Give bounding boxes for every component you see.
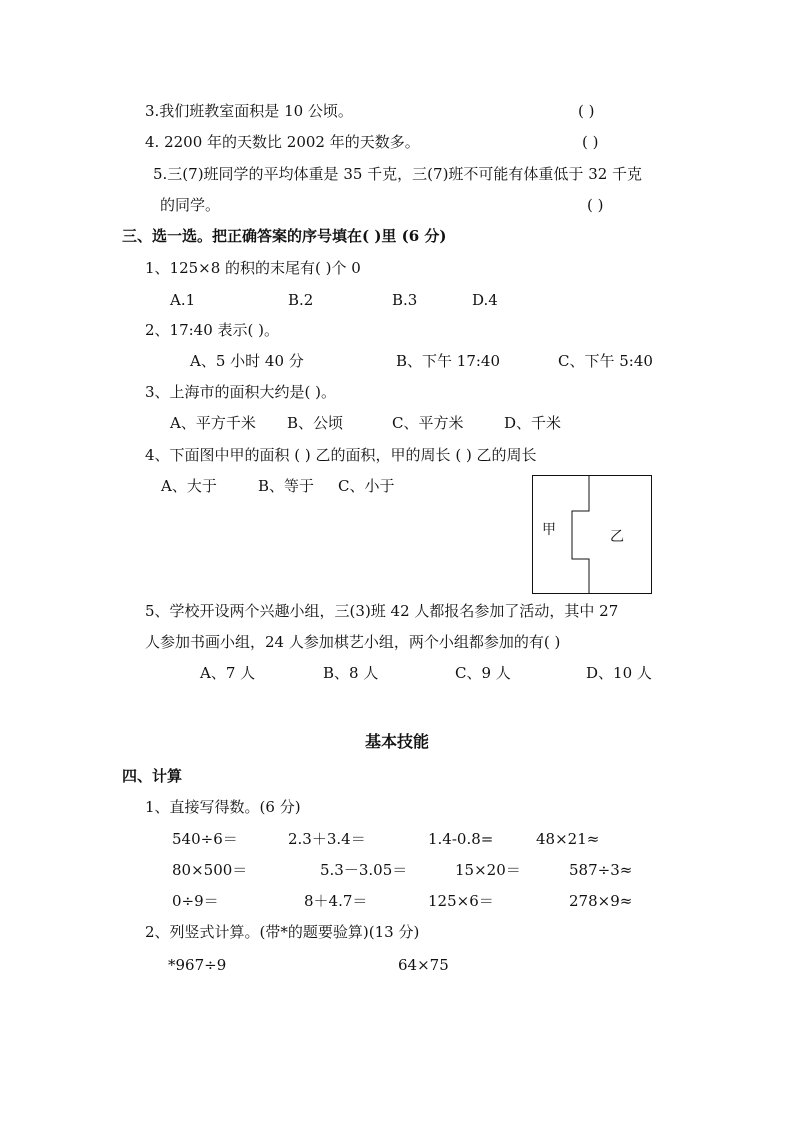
calc-r1-c1: 540÷6＝	[172, 830, 238, 848]
calc-r1-c2: 2.3＋3.4＝	[288, 830, 366, 848]
choose-q1-option-a[interactable]: A.1	[170, 291, 196, 309]
calc-r2-c1: 80×500＝	[172, 861, 248, 879]
vertical-calc-2: 64×75	[398, 956, 449, 974]
figure-label-yi: 乙	[610, 529, 624, 545]
judge-q3-answer-paren[interactable]: ( )	[578, 102, 595, 120]
figure-dividing-line	[572, 476, 589, 594]
calc-sub2-heading: 2、列竖式计算。(带*的题要验算)(13 分)	[145, 923, 420, 941]
choose-q3-option-a[interactable]: A、平方千米	[170, 414, 256, 432]
figure-label-jia: 甲	[542, 522, 556, 538]
choose-q4: 4、下面图中甲的面积 ( ) 乙的面积，甲的周长 ( ) 乙的周长	[145, 446, 537, 464]
choose-q5-option-b[interactable]: B、8 人	[323, 664, 379, 682]
calc-r1-c4: 48×21≈	[536, 830, 600, 848]
choose-q4-option-b[interactable]: B、等于	[258, 477, 315, 495]
choose-q4-option-a[interactable]: A、大于	[161, 477, 217, 495]
choose-q1-option-d[interactable]: D.4	[472, 291, 498, 309]
choose-q3-option-b[interactable]: B、公顷	[287, 414, 344, 432]
judge-q4-answer-paren[interactable]: ( )	[582, 133, 599, 151]
vertical-calc-1: *967÷9	[168, 956, 227, 974]
judge-q4: 4. 2200 年的天数比 2002 年的天数多。	[145, 133, 420, 151]
choose-q5-option-d[interactable]: D、10 人	[586, 664, 652, 682]
choose-q2-option-a[interactable]: A、5 小时 40 分	[190, 352, 304, 370]
calc-r3-c3: 125×6＝	[428, 892, 494, 910]
choose-q3: 3、上海市的面积大约是( )。	[145, 383, 337, 401]
calc-r3-c1: 0÷9＝	[172, 892, 219, 910]
judge-q3: 3.我们班教室面积是 10 公顷。	[145, 102, 353, 120]
choose-q5-line1: 5、学校开设两个兴趣小组，三(3)班 42 人都报名参加了活动，其中 27	[145, 602, 619, 620]
choose-q1-option-c[interactable]: B.3	[392, 291, 418, 309]
figure-svg	[532, 475, 652, 594]
judge-q5-answer-paren[interactable]: ( )	[587, 196, 604, 214]
section-three-heading: 三、选一选。把正确答案的序号填在( )里 (6 分)	[122, 227, 447, 245]
area-perimeter-figure	[532, 475, 652, 594]
choose-q2: 2、17:40 表示( )。	[145, 321, 280, 339]
calc-r2-c2: 5.3－3.05＝	[320, 861, 408, 879]
choose-q2-option-b[interactable]: B、下午 17:40	[396, 352, 501, 370]
choose-q3-option-c[interactable]: C、平方米	[392, 414, 464, 432]
choose-q1-option-b[interactable]: B.2	[288, 291, 314, 309]
calc-r3-c2: 8＋4.7＝	[304, 892, 368, 910]
choose-q4-option-c[interactable]: C、小于	[338, 477, 395, 495]
choose-q5-option-c[interactable]: C、9 人	[455, 664, 511, 682]
choose-q2-option-c[interactable]: C、下午 5:40	[558, 352, 653, 370]
choose-q5-option-a[interactable]: A、7 人	[200, 664, 256, 682]
calc-r3-c4: 278×9≈	[569, 892, 633, 910]
calc-sub1-heading: 1、直接写得数。(6 分)	[145, 798, 301, 816]
section-title-basic-skills: 基本技能	[364, 732, 429, 751]
calc-r2-c4: 587÷3≈	[569, 861, 633, 879]
choose-q3-option-d[interactable]: D、千米	[504, 414, 562, 432]
choose-q5-line2: 人参加书画小组，24 人参加棋艺小组，两个小组都参加的有( )	[145, 633, 561, 651]
judge-q5-line2: 的同学。	[160, 196, 221, 214]
choose-q1: 1、125×8 的积的末尾有( )个 0	[145, 259, 361, 277]
calc-r2-c3: 15×20＝	[455, 861, 521, 879]
judge-q5-line1: 5.三(7)班同学的平均体重是 35 千克，三(7)班不可能有体重低于 32 千克	[153, 165, 643, 183]
calc-r1-c3: 1.4-0.8=	[428, 830, 494, 848]
section-four-heading: 四、计算	[122, 767, 183, 785]
